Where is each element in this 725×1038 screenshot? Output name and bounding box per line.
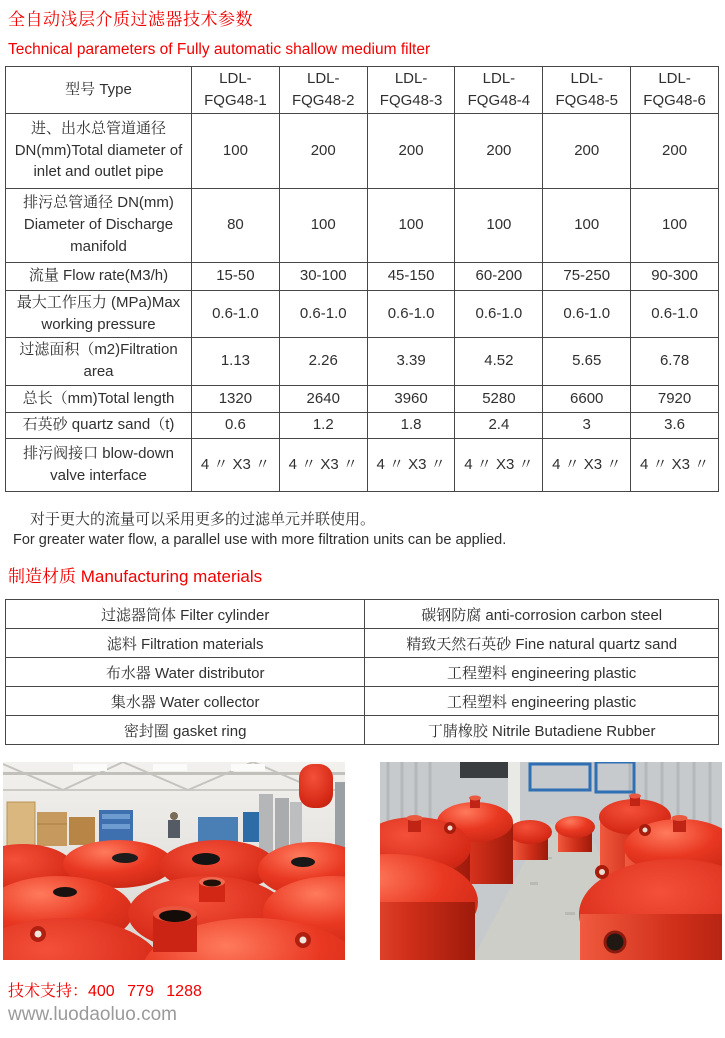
spec-header-model: LDL-FQG48-3 <box>367 67 455 114</box>
spec-cell: 4 〃 X3 〃 <box>192 438 280 491</box>
spec-cell: 1.8 <box>367 412 455 438</box>
spec-cell: 2640 <box>279 385 367 412</box>
spec-cell: 5280 <box>455 385 543 412</box>
spec-row <box>6 262 719 290</box>
spec-cell: 45-150 <box>367 262 455 290</box>
spec-cell: 200 <box>367 113 455 188</box>
page-subtitle: Technical parameters of Fully automatic shallow medium filter <box>8 41 431 58</box>
spec-cell: 7920 <box>631 385 719 412</box>
material-part: 过滤器筒体 Filter cylinder <box>6 600 365 629</box>
spec-cell: 4 〃 X3 〃 <box>367 438 455 491</box>
spec-cell: 30-100 <box>279 262 367 290</box>
spec-cell: 100 <box>192 113 280 188</box>
spec-header-row <box>6 67 719 114</box>
spec-row-label: 最大工作压力 (MPa)Max working pressure <box>6 290 192 337</box>
materials-row <box>6 716 719 745</box>
spec-cell: 1.2 <box>279 412 367 438</box>
material-spec: 精致天然石英砂 Fine natural quartz sand <box>365 629 719 658</box>
spec-cell: 5.65 <box>543 337 631 385</box>
spec-row <box>6 438 719 491</box>
spec-cell: 3 <box>543 412 631 438</box>
spec-cell: 6.78 <box>631 337 719 385</box>
spec-cell: 2.26 <box>279 337 367 385</box>
spec-cell: 4 〃 X3 〃 <box>279 438 367 491</box>
spec-cell: 0.6-1.0 <box>631 290 719 337</box>
spec-row-label: 总长（mm)Total length <box>6 385 192 412</box>
material-part: 滤料 Filtration materials <box>6 629 365 658</box>
spec-row <box>6 290 719 337</box>
spec-row-label: 进、出水总管道通径 DN(mm)Total diameter of inlet and outlet pipe <box>6 113 192 188</box>
spec-cell: 2.4 <box>455 412 543 438</box>
spec-cell: 200 <box>279 113 367 188</box>
spec-cell: 100 <box>367 188 455 262</box>
spec-cell: 0.6-1.0 <box>279 290 367 337</box>
footer-support-phone: 技术支持：400 779 1288 <box>8 983 202 1000</box>
spec-cell: 90-300 <box>631 262 719 290</box>
spec-row <box>6 337 719 385</box>
spec-header-model: LDL-FQG48-1 <box>192 67 280 114</box>
page-title: 全自动浅层介质过滤器技术参数 <box>8 10 253 29</box>
materials-row <box>6 629 719 658</box>
spec-cell: 4 〃 X3 〃 <box>631 438 719 491</box>
material-part: 密封圈 gasket ring <box>6 716 365 745</box>
spec-cell: 0.6-1.0 <box>367 290 455 337</box>
spec-cell: 1320 <box>192 385 280 412</box>
spec-cell: 4 〃 X3 〃 <box>543 438 631 491</box>
spec-cell: 1.13 <box>192 337 280 385</box>
spec-table <box>5 66 719 492</box>
spec-cell: 75-250 <box>543 262 631 290</box>
spec-row-label: 排污阀接口 blow-down valve interface <box>6 438 192 491</box>
materials-row <box>6 687 719 716</box>
spec-cell: 3.6 <box>631 412 719 438</box>
spec-header-model: LDL-FQG48-4 <box>455 67 543 114</box>
spec-cell: 4.52 <box>455 337 543 385</box>
spec-cell: 3960 <box>367 385 455 412</box>
note-parallel-use-en: For greater water flow, a parallel use with more filtration units can be applied. <box>13 532 507 548</box>
material-spec: 工程塑料 engineering plastic <box>365 658 719 687</box>
material-spec: 丁腈橡胶 Nitrile Butadiene Rubber <box>365 716 719 745</box>
spec-cell: 60-200 <box>455 262 543 290</box>
spec-cell: 200 <box>543 113 631 188</box>
spec-row-label: 流量 Flow rate(M3/h) <box>6 262 192 290</box>
spec-cell: 0.6-1.0 <box>543 290 631 337</box>
factory-photo-right-illustration <box>380 762 722 960</box>
spec-row <box>6 412 719 438</box>
factory-photo-left <box>3 762 345 960</box>
factory-photo-left-illustration <box>3 762 345 960</box>
spec-header-model: LDL-FQG48-5 <box>543 67 631 114</box>
spec-cell: 4 〃 X3 〃 <box>455 438 543 491</box>
spec-row <box>6 188 719 262</box>
spec-cell: 100 <box>543 188 631 262</box>
material-spec: 工程塑料 engineering plastic <box>365 687 719 716</box>
spec-cell: 0.6-1.0 <box>455 290 543 337</box>
spec-cell: 0.6-1.0 <box>192 290 280 337</box>
spec-row <box>6 385 719 412</box>
spec-cell: 100 <box>279 188 367 262</box>
spec-cell: 200 <box>455 113 543 188</box>
factory-photo-right <box>380 762 722 960</box>
spec-cell: 3.39 <box>367 337 455 385</box>
spec-row-label: 排污总管通径 DN(mm) Diameter of Discharge manifold <box>6 188 192 262</box>
materials-row <box>6 658 719 687</box>
materials-row <box>6 600 719 629</box>
spec-cell: 15-50 <box>192 262 280 290</box>
materials-table <box>5 599 719 745</box>
material-part: 布水器 Water distributor <box>6 658 365 687</box>
spec-row-label: 石英砂 quartz sand（t) <box>6 412 192 438</box>
footer-website-url[interactable]: www.luodaoluo.com <box>8 1004 177 1025</box>
spec-cell: 6600 <box>543 385 631 412</box>
spec-row-label: 过滤面积（m2)Filtration area <box>6 337 192 385</box>
spec-cell: 0.6 <box>192 412 280 438</box>
spec-cell: 100 <box>631 188 719 262</box>
material-part: 集水器 Water collector <box>6 687 365 716</box>
spec-cell: 100 <box>455 188 543 262</box>
spec-cell: 80 <box>192 188 280 262</box>
note-parallel-use-zh: 对于更大的流量可以采用更多的过滤单元并联使用。 <box>30 511 376 528</box>
spec-cell: 200 <box>631 113 719 188</box>
spec-header-model: LDL-FQG48-6 <box>631 67 719 114</box>
materials-section-heading: 制造材质 Manufacturing materials <box>8 567 263 586</box>
material-spec: 碳钢防腐 anti-corrosion carbon steel <box>365 600 719 629</box>
spec-row <box>6 113 719 188</box>
spec-header-model: LDL-FQG48-2 <box>279 67 367 114</box>
spec-header-type: 型号 Type <box>6 67 192 114</box>
